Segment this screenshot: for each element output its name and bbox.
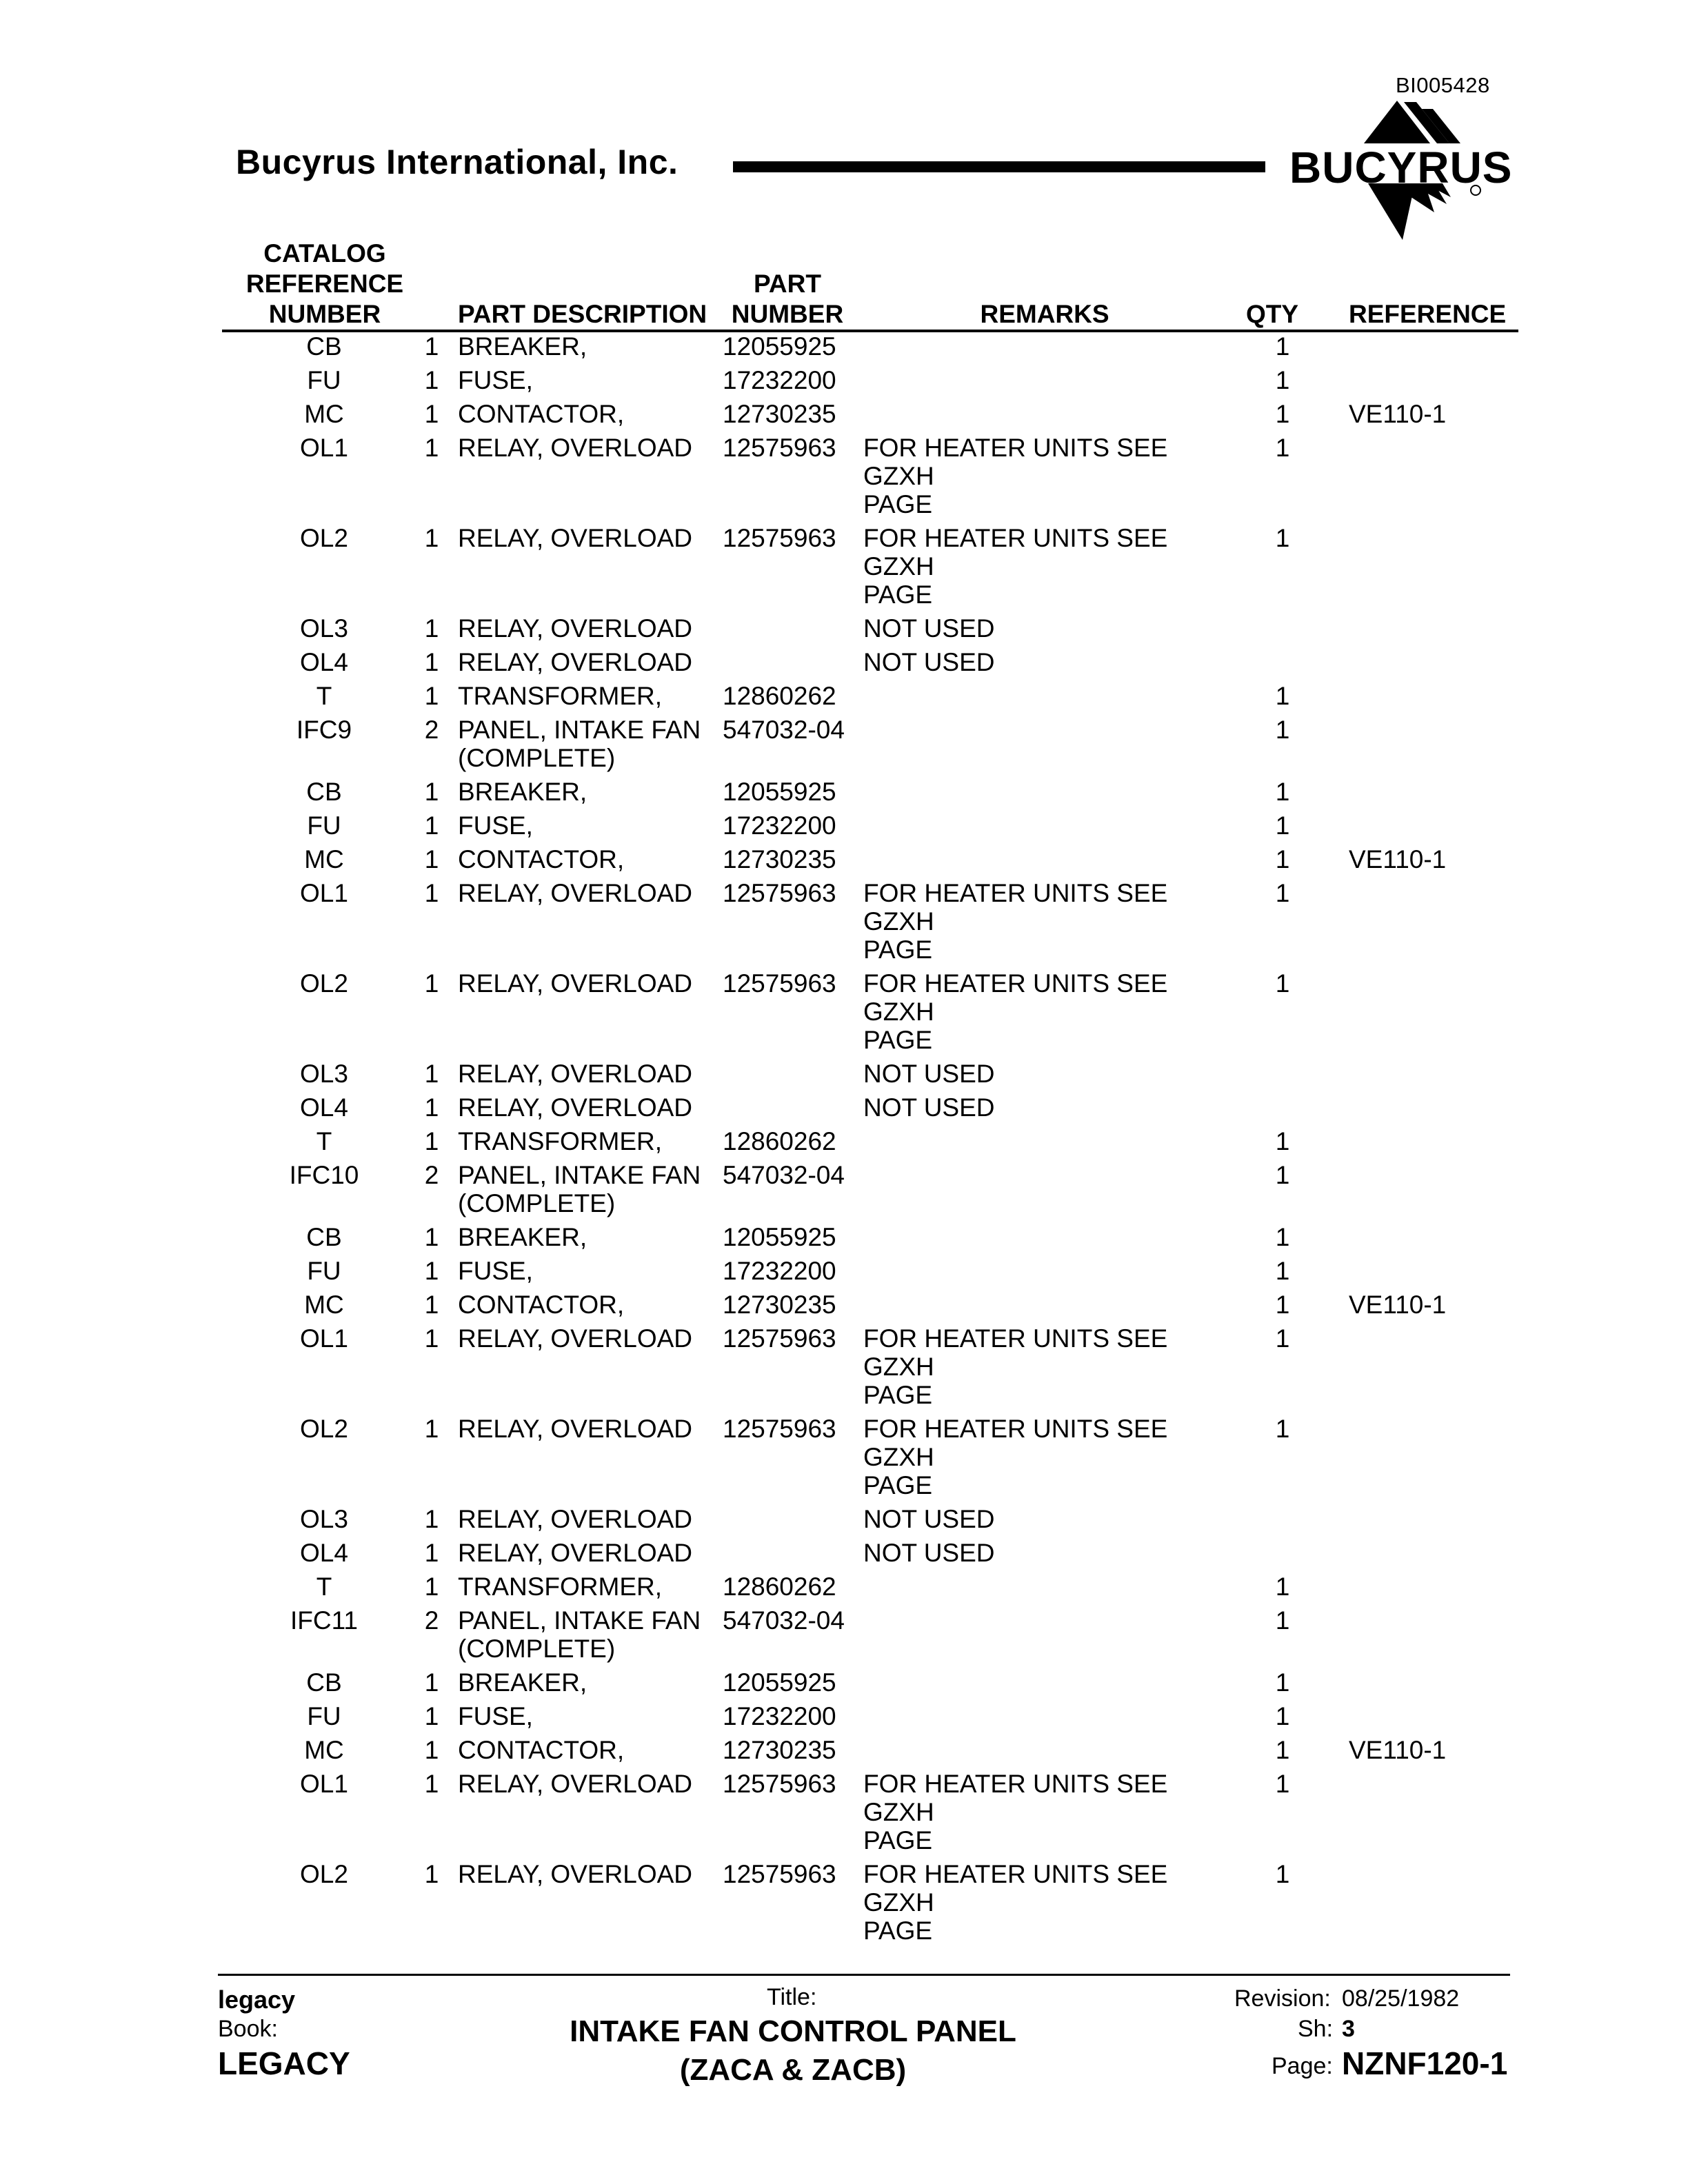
item-count-cell: 1 [424, 1291, 439, 1319]
part-number-cell: 17232200 [723, 1702, 836, 1730]
col-part-number-line: NUMBER [731, 300, 844, 328]
part-number-cell: 12575963 [723, 524, 836, 552]
part-description-cell [458, 682, 713, 710]
item-count-cell: 1 [424, 332, 439, 361]
part-number-cell: 12575963 [723, 1324, 836, 1353]
part-description-line: RELAY, OVERLOAD [458, 434, 692, 462]
qty-cell: 1 [1275, 1324, 1290, 1353]
part-description-cell [458, 845, 713, 873]
qty-cell: 1 [1275, 366, 1290, 394]
part-description-line: RELAY, OVERLOAD [458, 1060, 692, 1088]
catalog-ref-cell: T [316, 1127, 332, 1155]
qty-cell: 1 [1275, 969, 1290, 998]
remarks-cell [863, 1539, 1208, 1567]
part-description-cell [458, 1093, 713, 1122]
part-description-line: PANEL, INTAKE FAN [458, 1606, 701, 1635]
part-description-cell [458, 1127, 713, 1155]
item-count-cell: 1 [424, 1770, 439, 1798]
part-description-cell [458, 1060, 713, 1088]
remarks-line: FOR HEATER UNITS SEE [863, 969, 1168, 998]
catalog-ref-cell: IFC10 [289, 1161, 359, 1189]
part-number-cell: 12575963 [723, 1860, 836, 1888]
item-count-cell: 1 [424, 366, 439, 394]
item-count-cell: 1 [424, 1257, 439, 1285]
remarks-line: PAGE [863, 1917, 933, 1945]
catalog-ref-cell: MC [304, 845, 344, 873]
part-description-line: RELAY, OVERLOAD [458, 1860, 692, 1888]
table-row [0, 332, 1688, 366]
part-description-cell [458, 1606, 713, 1663]
part-description-line: FUSE, [458, 1702, 533, 1730]
remarks-line: GZXH [863, 998, 934, 1026]
part-description-line: RELAY, OVERLOAD [458, 524, 692, 552]
part-number-cell: 12860262 [723, 1127, 836, 1155]
item-count-cell: 1 [424, 1324, 439, 1353]
item-count-cell: 1 [424, 648, 439, 676]
table-row [0, 778, 1688, 811]
qty-cell: 1 [1275, 845, 1290, 873]
part-description-cell [458, 524, 713, 552]
remarks-cell [863, 1415, 1208, 1499]
remarks-line: GZXH [863, 1443, 934, 1471]
remarks-cell [863, 1060, 1208, 1088]
col-qty: QTY [1245, 300, 1299, 328]
part-description-cell [458, 614, 713, 643]
document-subtitle: (ZACA & ZACB) [679, 2053, 907, 2087]
part-number-cell: 547032-04 [723, 1161, 845, 1189]
part-description-line: BREAKER, [458, 332, 587, 361]
sheet-value: 3 [1342, 2016, 1355, 2042]
item-count-cell: 1 [424, 845, 439, 873]
part-number-cell: 12730235 [723, 1291, 836, 1319]
remarks-line: NOT USED [863, 614, 995, 643]
part-description-cell [458, 434, 713, 462]
remarks-line: NOT USED [863, 1060, 995, 1088]
header-rule [733, 161, 1265, 172]
part-number-cell: 12575963 [723, 1770, 836, 1798]
reference-cell: VE110-1 [1349, 400, 1447, 428]
item-count-cell: 1 [424, 1127, 439, 1155]
remarks-line: FOR HEATER UNITS SEE [863, 434, 1168, 462]
catalog-ref-cell: OL1 [300, 879, 348, 907]
table-row [0, 1539, 1688, 1573]
table-row [0, 1127, 1688, 1161]
table-row [0, 1291, 1688, 1324]
item-count-cell: 2 [424, 716, 439, 744]
catalog-ref-cell: OL3 [300, 614, 348, 643]
part-description-line: TRANSFORMER, [458, 1573, 662, 1601]
qty-cell: 1 [1275, 1702, 1290, 1730]
table-row [0, 648, 1688, 682]
part-description-cell [458, 1324, 713, 1353]
table-row [0, 1770, 1688, 1860]
qty-cell: 1 [1275, 1770, 1290, 1798]
part-description-line: (COMPLETE) [458, 744, 616, 772]
part-number-cell: 12860262 [723, 1573, 836, 1601]
qty-cell: 1 [1275, 332, 1290, 361]
col-catalog-ref-line: CATALOG [263, 239, 386, 267]
part-number-cell: 12730235 [723, 845, 836, 873]
qty-cell: 1 [1275, 1223, 1290, 1251]
part-description-line: PANEL, INTAKE FAN [458, 716, 701, 744]
catalog-ref-cell: MC [304, 1291, 344, 1319]
col-part-number [725, 269, 850, 330]
item-count-cell: 1 [424, 811, 439, 840]
part-description-line: RELAY, OVERLOAD [458, 648, 692, 676]
catalog-ref-cell: FU [307, 1257, 341, 1285]
part-description-line: TRANSFORMER, [458, 1127, 662, 1155]
table-row [0, 1702, 1688, 1736]
part-description-line: RELAY, OVERLOAD [458, 1539, 692, 1567]
remarks-line: FOR HEATER UNITS SEE [863, 879, 1168, 907]
table-row [0, 1505, 1688, 1539]
footer-divider [218, 1974, 1510, 1976]
part-number-cell: 12575963 [723, 879, 836, 907]
col-reference: REFERENCE [1349, 300, 1507, 328]
item-count-cell: 1 [424, 1860, 439, 1888]
catalog-ref-cell: OL2 [300, 524, 348, 552]
qty-cell: 1 [1275, 1668, 1290, 1697]
remarks-cell [863, 524, 1208, 609]
table-row [0, 1415, 1688, 1505]
remarks-line: NOT USED [863, 1539, 995, 1567]
part-number-cell: 12575963 [723, 1415, 836, 1443]
revision-label: Revision: [1234, 1985, 1331, 2012]
part-description-line: (COMPLETE) [458, 1635, 616, 1663]
part-description-cell [458, 1539, 713, 1567]
catalog-ref-cell: OL3 [300, 1060, 348, 1088]
book-label: Book: [218, 2016, 278, 2042]
item-count-cell: 1 [424, 1415, 439, 1443]
item-count-cell: 1 [424, 969, 439, 998]
col-part-description: PART DESCRIPTION [458, 300, 707, 328]
part-description-cell [458, 1291, 713, 1319]
table-row [0, 1606, 1688, 1668]
document-title: INTAKE FAN CONTROL PANEL [570, 2014, 1016, 2048]
remarks-line: NOT USED [863, 648, 995, 676]
part-description-cell [458, 332, 713, 361]
page-label: Page: [1272, 2053, 1333, 2079]
table-row [0, 1573, 1688, 1606]
part-description-line: RELAY, OVERLOAD [458, 969, 692, 998]
part-description-line: RELAY, OVERLOAD [458, 1324, 692, 1353]
remarks-line: FOR HEATER UNITS SEE [863, 1324, 1168, 1353]
remarks-line: GZXH [863, 907, 934, 936]
catalog-ref-cell: OL1 [300, 1324, 348, 1353]
part-description-line: RELAY, OVERLOAD [458, 1770, 692, 1798]
document-id: BI005428 [1396, 73, 1490, 97]
part-number-cell: 547032-04 [723, 1606, 845, 1635]
remarks-line: GZXH [863, 552, 934, 580]
part-description-line: FUSE, [458, 1257, 533, 1285]
remarks-line: GZXH [863, 462, 934, 490]
item-count-cell: 1 [424, 1702, 439, 1730]
part-description-line: CONTACTOR, [458, 1736, 625, 1764]
part-number-cell: 12055925 [723, 778, 836, 806]
part-number-cell: 17232200 [723, 366, 836, 394]
item-count-cell: 1 [424, 879, 439, 907]
remarks-cell [863, 1505, 1208, 1533]
part-description-line: BREAKER, [458, 778, 587, 806]
catalog-ref-cell: CB [306, 778, 342, 806]
catalog-ref-cell: T [316, 682, 332, 710]
table-row [0, 614, 1688, 648]
catalog-ref-cell: CB [306, 1223, 342, 1251]
part-description-cell [458, 366, 713, 394]
qty-cell: 1 [1275, 716, 1290, 744]
item-count-cell: 1 [424, 1736, 439, 1764]
qty-cell: 1 [1275, 1736, 1290, 1764]
table-row [0, 969, 1688, 1060]
qty-cell: 1 [1275, 400, 1290, 428]
catalog-ref-cell: CB [306, 332, 342, 361]
table-row [0, 1860, 1688, 1950]
remarks-cell [863, 1860, 1208, 1945]
part-description-line: FUSE, [458, 811, 533, 840]
part-description-line: CONTACTOR, [458, 1291, 625, 1319]
part-description-line: TRANSFORMER, [458, 682, 662, 710]
catalog-ref-cell: FU [307, 1702, 341, 1730]
part-description-line: PANEL, INTAKE FAN [458, 1161, 701, 1189]
catalog-ref-cell: OL2 [300, 969, 348, 998]
part-description-cell [458, 1223, 713, 1251]
item-count-cell: 1 [424, 1668, 439, 1697]
page-value: NZNF120-1 [1342, 2045, 1508, 2081]
remarks-cell [863, 1093, 1208, 1122]
table-row [0, 716, 1688, 778]
part-description-cell [458, 1702, 713, 1730]
remarks-cell [863, 1324, 1208, 1409]
qty-cell: 1 [1275, 1257, 1290, 1285]
part-description-cell [458, 1415, 713, 1443]
remarks-line: FOR HEATER UNITS SEE [863, 524, 1168, 552]
remarks-cell [863, 879, 1208, 964]
catalog-ref-cell: OL1 [300, 434, 348, 462]
part-number-cell: 12055925 [723, 332, 836, 361]
part-description-line: RELAY, OVERLOAD [458, 1093, 692, 1122]
item-count-cell: 1 [424, 1223, 439, 1251]
qty-cell: 1 [1275, 1573, 1290, 1601]
title-label: Title: [767, 1984, 817, 2010]
part-description-line: RELAY, OVERLOAD [458, 879, 692, 907]
item-count-cell: 2 [424, 1606, 439, 1635]
table-row [0, 524, 1688, 614]
catalog-ref-cell: OL1 [300, 1770, 348, 1798]
part-description-cell [458, 716, 713, 772]
part-description-line: BREAKER, [458, 1223, 587, 1251]
part-number-cell: 17232200 [723, 811, 836, 840]
table-row [0, 1060, 1688, 1093]
reference-cell: VE110-1 [1349, 845, 1447, 873]
table-row [0, 1257, 1688, 1291]
remarks-line: FOR HEATER UNITS SEE [863, 1770, 1168, 1798]
book-name: legacy [218, 1985, 296, 2014]
catalog-ref-cell: MC [304, 1736, 344, 1764]
qty-cell: 1 [1275, 811, 1290, 840]
item-count-cell: 1 [424, 1060, 439, 1088]
remarks-line: PAGE [863, 1826, 933, 1854]
remarks-line: PAGE [863, 936, 933, 964]
part-description-line: RELAY, OVERLOAD [458, 614, 692, 643]
remarks-line: PAGE [863, 1026, 933, 1054]
item-count-cell: 1 [424, 400, 439, 428]
table-row [0, 1736, 1688, 1770]
item-count-cell: 1 [424, 1505, 439, 1533]
table-row [0, 1161, 1688, 1223]
part-description-line: FUSE, [458, 366, 533, 394]
item-count-cell: 2 [424, 1161, 439, 1189]
item-count-cell: 1 [424, 524, 439, 552]
table-row [0, 1668, 1688, 1702]
logo-wordmark: BUCYRUS [1289, 143, 1513, 192]
catalog-ref-cell: FU [307, 811, 341, 840]
part-description-cell [458, 969, 713, 998]
remarks-line: PAGE [863, 490, 933, 518]
part-description-cell [458, 879, 713, 907]
item-count-cell: 1 [424, 1573, 439, 1601]
item-count-cell: 1 [424, 1539, 439, 1567]
part-number-cell: 12055925 [723, 1223, 836, 1251]
remarks-line: PAGE [863, 1471, 933, 1499]
catalog-ref-cell: OL2 [300, 1415, 348, 1443]
remarks-line: NOT USED [863, 1093, 995, 1122]
table-row [0, 811, 1688, 845]
catalog-ref-cell: FU [307, 366, 341, 394]
revision-value: 08/25/1982 [1342, 1985, 1460, 2012]
qty-cell: 1 [1275, 1127, 1290, 1155]
remarks-line: NOT USED [863, 1505, 995, 1533]
part-description-line: RELAY, OVERLOAD [458, 1505, 692, 1533]
item-count-cell: 1 [424, 682, 439, 710]
table-row [0, 879, 1688, 969]
qty-cell: 1 [1275, 1415, 1290, 1443]
qty-cell: 1 [1275, 1161, 1290, 1189]
parts-table [0, 332, 1688, 1950]
part-description-line: (COMPLETE) [458, 1189, 616, 1217]
table-row [0, 1093, 1688, 1127]
reference-cell: VE110-1 [1349, 1736, 1447, 1764]
remarks-line: PAGE [863, 580, 933, 609]
catalog-ref-cell: OL3 [300, 1505, 348, 1533]
part-description-cell [458, 1736, 713, 1764]
qty-cell: 1 [1275, 1860, 1290, 1888]
col-catalog-ref [233, 239, 416, 330]
catalog-ref-cell: CB [306, 1668, 342, 1697]
part-number-cell: 12860262 [723, 682, 836, 710]
part-number-cell: 12055925 [723, 1668, 836, 1697]
catalog-ref-cell: OL4 [300, 1093, 348, 1122]
part-description-line: BREAKER, [458, 1668, 587, 1697]
col-catalog-ref-line: REFERENCE [245, 270, 404, 298]
table-row [0, 434, 1688, 524]
sheet-label: Sh: [1298, 2016, 1334, 2042]
qty-cell: 1 [1275, 682, 1290, 710]
part-description-line: RELAY, OVERLOAD [458, 1415, 692, 1443]
remarks-line: GZXH [863, 1353, 934, 1381]
catalog-ref-cell: OL2 [300, 1860, 348, 1888]
col-catalog-ref-line: NUMBER [268, 300, 381, 328]
part-description-cell [458, 1668, 713, 1697]
remarks-line: GZXH [863, 1798, 934, 1826]
part-description-cell [458, 811, 713, 840]
part-number-cell: 12730235 [723, 400, 836, 428]
remarks-cell [863, 969, 1208, 1054]
part-description-cell [458, 1161, 713, 1217]
remarks-cell [863, 1770, 1208, 1854]
catalog-ref-cell: IFC11 [290, 1606, 358, 1635]
table-row [0, 1223, 1688, 1257]
catalog-ref-cell: OL4 [300, 648, 348, 676]
item-count-cell: 1 [424, 614, 439, 643]
remarks-cell [863, 434, 1208, 518]
part-number-cell: 12730235 [723, 1736, 836, 1764]
part-description-cell [458, 1573, 713, 1601]
part-description-cell [458, 778, 713, 806]
part-description-cell [458, 648, 713, 676]
part-number-cell: 12575963 [723, 434, 836, 462]
part-number-cell: 547032-04 [723, 716, 845, 744]
qty-cell: 1 [1275, 879, 1290, 907]
item-count-cell: 1 [424, 778, 439, 806]
catalog-ref-cell: T [316, 1573, 332, 1601]
qty-cell: 1 [1275, 1291, 1290, 1319]
company-name: Bucyrus International, Inc. [236, 143, 679, 181]
part-number-cell: 12575963 [723, 969, 836, 998]
part-description-cell [458, 1257, 713, 1285]
catalog-ref-cell: IFC9 [296, 716, 352, 744]
remarks-line: FOR HEATER UNITS SEE [863, 1415, 1168, 1443]
item-count-cell: 1 [424, 1093, 439, 1122]
table-row [0, 682, 1688, 716]
part-number-cell: 17232200 [723, 1257, 836, 1285]
col-remarks: REMARKS [980, 300, 1109, 328]
part-description-cell [458, 1505, 713, 1533]
table-row [0, 845, 1688, 879]
table-row [0, 400, 1688, 434]
catalog-ref-cell: MC [304, 400, 344, 428]
catalog-ref-cell: OL4 [300, 1539, 348, 1567]
remarks-line: FOR HEATER UNITS SEE [863, 1860, 1168, 1888]
item-count-cell: 1 [424, 434, 439, 462]
part-description-cell [458, 1770, 713, 1798]
part-description-cell [458, 1860, 713, 1888]
qty-cell: 1 [1275, 1606, 1290, 1635]
qty-cell: 1 [1275, 434, 1290, 462]
part-description-line: CONTACTOR, [458, 845, 625, 873]
qty-cell: 1 [1275, 778, 1290, 806]
reference-cell: VE110-1 [1349, 1291, 1447, 1319]
col-part-number-line: PART [754, 270, 821, 298]
table-row [0, 1324, 1688, 1415]
part-description-cell [458, 400, 713, 428]
remarks-line: PAGE [863, 1381, 933, 1409]
table-row [0, 366, 1688, 400]
book-value: LEGACY [218, 2045, 350, 2081]
remarks-cell [863, 614, 1208, 643]
part-description-line: CONTACTOR, [458, 400, 625, 428]
qty-cell: 1 [1275, 524, 1290, 552]
remarks-line: GZXH [863, 1888, 934, 1917]
remarks-cell [863, 648, 1208, 676]
